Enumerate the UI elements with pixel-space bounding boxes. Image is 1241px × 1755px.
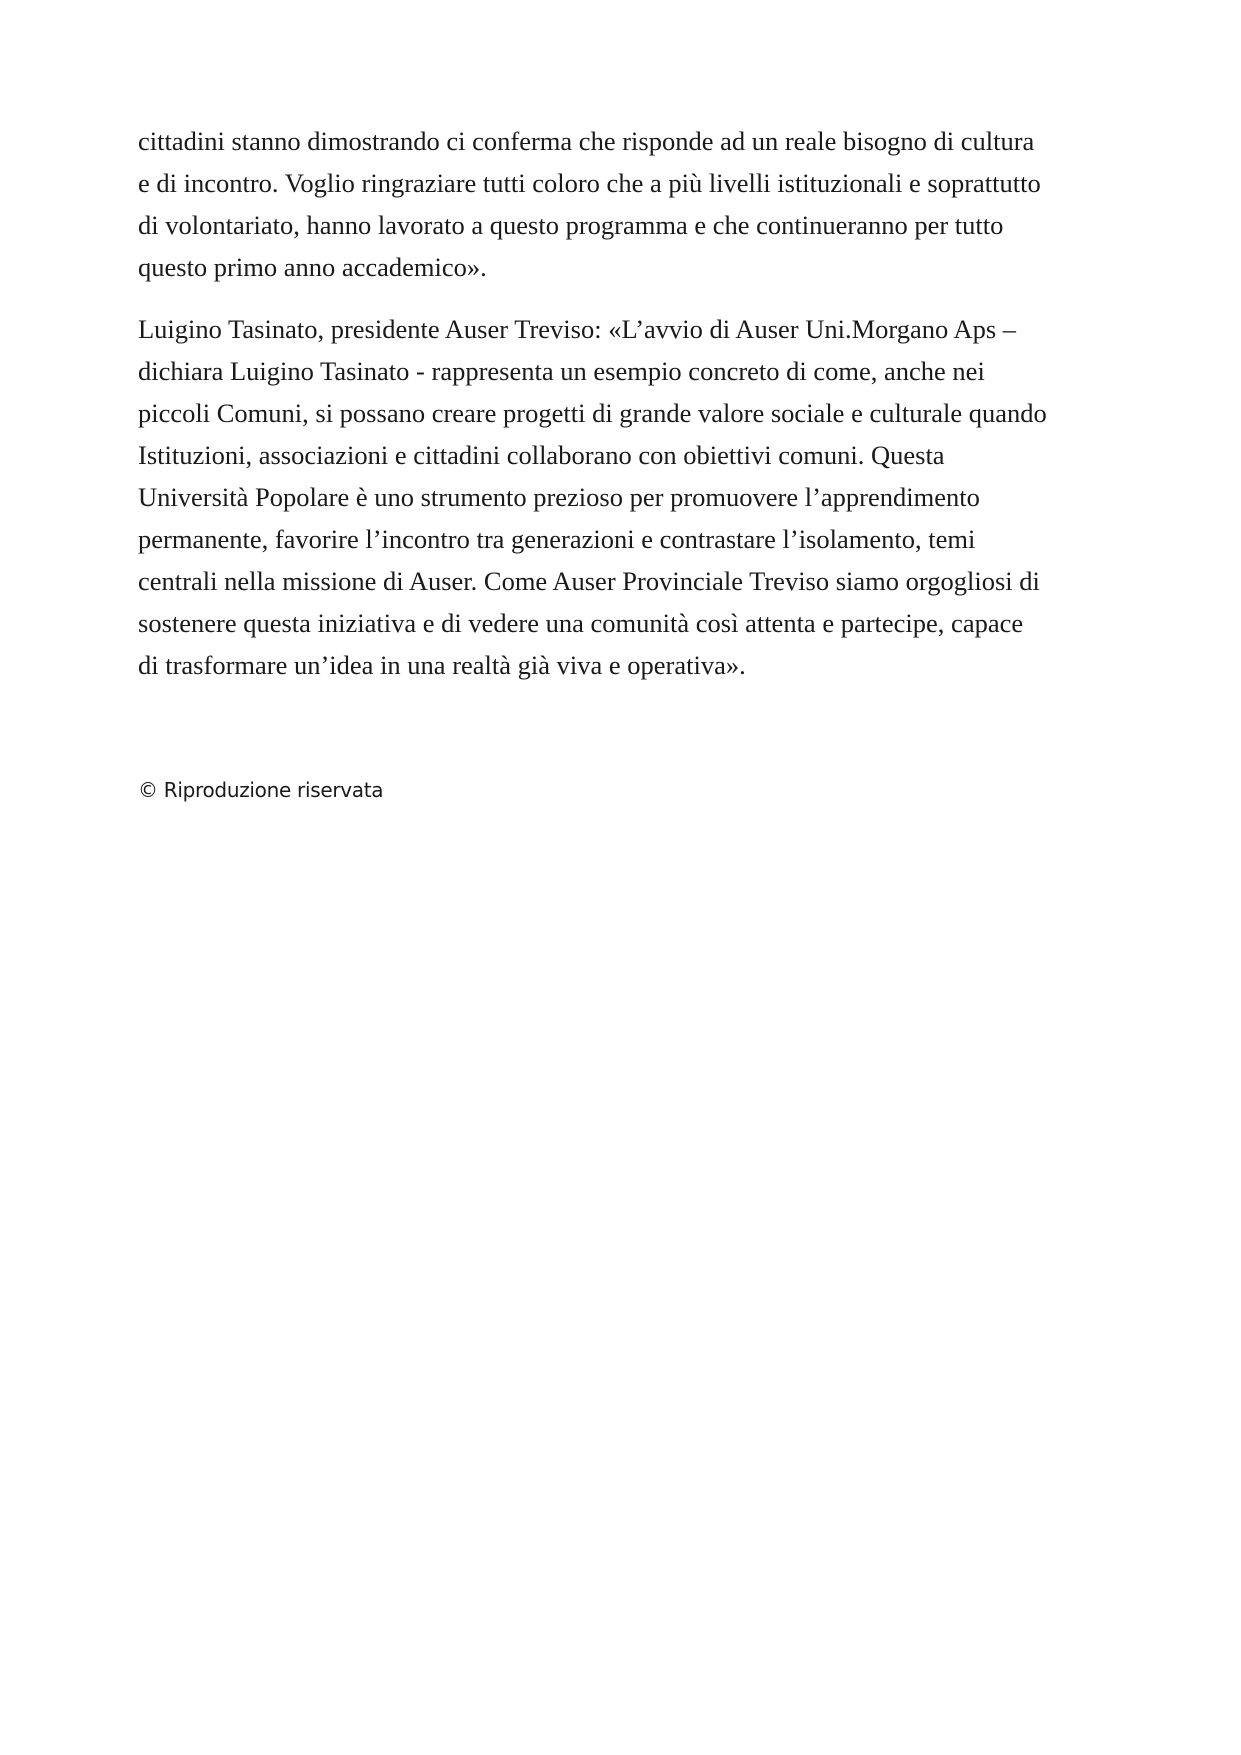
- copyright-notice: © Riproduzione riservata: [138, 778, 384, 802]
- text-line: cittadini stanno dimostrando ci conferma che risponde ad un reale bisogno di cultura: [138, 126, 1035, 156]
- text-line: Luigino Tasinato, presidente Auser Treviso: «L’avvio di Auser Uni.Morgano Aps –: [138, 314, 1017, 344]
- text-line: Istituzioni, associazioni e cittadini collaborano con obiettivi comuni. Questa: [138, 440, 945, 470]
- paragraph-quote-end: [138, 120, 1118, 288]
- text-line: dichiara Luigino Tasinato - rappresenta un esempio concreto di come, anche nei: [138, 356, 985, 386]
- paragraph-tasinato-quote: [138, 308, 1118, 686]
- text-line: centrali nella missione di Auser. Come Auser Provinciale Treviso siamo orgogliosi di: [138, 566, 1040, 596]
- text-line: e di incontro. Voglio ringraziare tutti coloro che a più livelli istituzionali e soprattutto: [138, 168, 1041, 198]
- text-line: permanente, favorire l’incontro tra generazioni e contrastare l’isolamento, temi: [138, 524, 976, 554]
- text-line: Università Popolare è uno strumento prezioso per promuovere l’apprendimento: [138, 482, 980, 512]
- text-line: piccoli Comuni, si possano creare progetti di grande valore sociale e culturale quando: [138, 398, 1047, 428]
- article-body: [138, 120, 1118, 706]
- text-line: questo primo anno accademico».: [138, 252, 487, 282]
- text-line: di trasformare un’idea in una realtà già viva e operativa».: [138, 650, 746, 680]
- text-line: sostenere questa iniziativa e di vedere una comunità così attenta e partecipe, capace: [138, 608, 1024, 638]
- text-line: di volontariato, hanno lavorato a questo programma e che continueranno per tutto: [138, 210, 1004, 240]
